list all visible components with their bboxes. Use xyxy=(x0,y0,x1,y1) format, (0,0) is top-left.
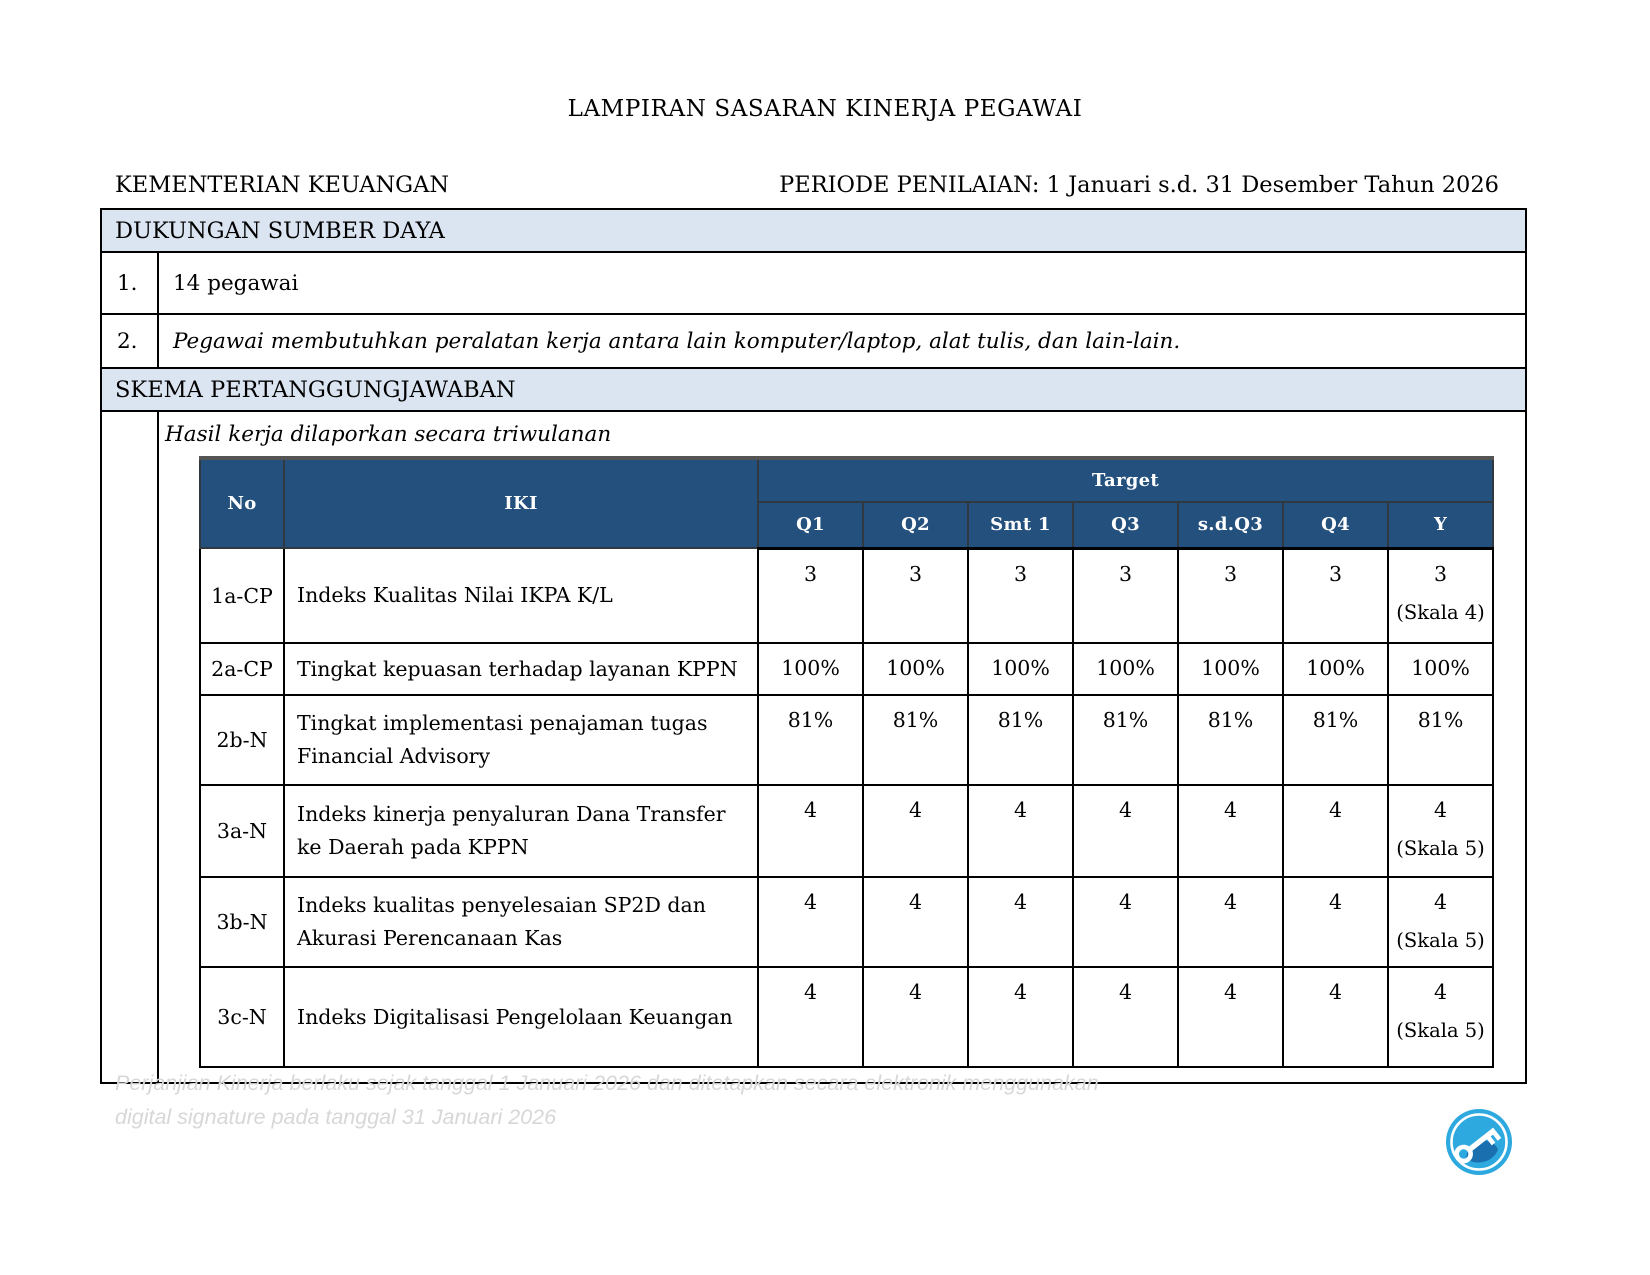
target-value-cell xyxy=(968,548,1073,643)
section-header-skema-pertanggungjawaban: SKEMA PERTANGGUNGJAWABAN xyxy=(102,367,1525,410)
target-value-cell xyxy=(1178,967,1283,1067)
target-value-cell xyxy=(758,695,863,785)
column-header-q3: Q3 xyxy=(1073,502,1178,548)
target-value-cell xyxy=(1283,877,1388,967)
target-value: 3 xyxy=(1118,561,1133,586)
column-header-iki: IKI xyxy=(284,458,758,548)
iki-table-row xyxy=(200,967,1493,1067)
target-value-cell xyxy=(1073,967,1178,1067)
resource-text: 14 pegawai xyxy=(173,270,299,296)
scale-note: (Skala 4) xyxy=(1396,600,1485,624)
iki-description-cell: Indeks Kualitas Nilai IKPA K/L xyxy=(284,548,758,643)
target-value: 81% xyxy=(1417,708,1464,732)
target-value-cell xyxy=(1178,785,1283,877)
target-value: 3 xyxy=(908,561,923,586)
target-value-cell xyxy=(863,643,968,695)
target-value: 4 xyxy=(1013,890,1028,914)
target-value: 100% xyxy=(1096,656,1155,680)
left-strip-cell xyxy=(102,412,159,1082)
target-value-cell xyxy=(758,877,863,967)
target-value-cell xyxy=(968,877,1073,967)
page-title: LAMPIRAN SASARAN KINERJA PEGAWAI xyxy=(567,96,1083,122)
target-value-cell xyxy=(1388,548,1493,643)
column-header-target: Target xyxy=(758,458,1493,502)
target-value-cell xyxy=(758,548,863,643)
target-value: 3 xyxy=(803,561,818,586)
target-value-cell xyxy=(863,785,968,877)
scale-note: (Skala 5) xyxy=(1396,1019,1485,1042)
target-value-cell xyxy=(863,877,968,967)
target-value: 100% xyxy=(886,656,945,680)
target-value-cell xyxy=(758,643,863,695)
assessment-period-heading: PERIODE PENILAIAN: 1 Januari s.d. 31 Desember Tahun 2026 xyxy=(779,172,1499,198)
target-value: 4 xyxy=(908,980,923,1004)
target-value-cell xyxy=(1388,877,1493,967)
target-value-cell xyxy=(968,695,1073,785)
table-header-row-1 xyxy=(200,458,1493,502)
target-value: 4 xyxy=(1013,980,1028,1004)
target-value-cell xyxy=(968,643,1073,695)
target-value: 4 xyxy=(1434,798,1448,822)
target-value: 4 xyxy=(1118,890,1133,914)
target-value: 3 xyxy=(1013,561,1028,586)
target-value: 81% xyxy=(1312,708,1359,732)
ministry-heading: KEMENTERIAN KEUANGAN xyxy=(115,172,450,198)
resource-row-2 xyxy=(102,313,1525,367)
target-value: 3 xyxy=(1223,561,1238,586)
column-header-q1: Q1 xyxy=(758,502,863,548)
target-value-cell xyxy=(1388,643,1493,695)
target-value-cell xyxy=(1178,643,1283,695)
target-value: 81% xyxy=(787,708,834,732)
target-value: 100% xyxy=(1201,656,1260,680)
row-number: 1. xyxy=(102,253,159,313)
target-value: 4 xyxy=(803,890,818,914)
iki-table-row xyxy=(200,643,1493,695)
target-value: 4 xyxy=(1223,890,1238,914)
target-value-cell xyxy=(863,548,968,643)
section-header-dukungan-sumber-daya: DUKUNGAN SUMBER DAYA xyxy=(102,210,1525,251)
target-value-cell xyxy=(1388,785,1493,877)
target-value: 4 xyxy=(1434,980,1448,1004)
target-value-cell xyxy=(1178,548,1283,643)
target-value: 4 xyxy=(1223,980,1238,1004)
target-value-cell xyxy=(1388,967,1493,1067)
iki-description-cell: Indeks kinerja penyaluran Dana Transfer ke Daerah pada KPPN xyxy=(284,785,758,877)
target-value: 4 xyxy=(803,798,818,822)
iki-description-cell: Tingkat kepuasan terhadap layanan KPPN xyxy=(284,643,758,695)
validity-footnote xyxy=(115,1066,1165,1134)
target-value: 4 xyxy=(1118,980,1133,1004)
target-value: 4 xyxy=(908,890,923,914)
target-value: 4 xyxy=(1328,890,1343,914)
skema-body xyxy=(102,410,1525,1082)
resource-text: Pegawai membutuhkan peralatan kerja antara lain komputer/laptop, alat tulis, dan lain-lain. xyxy=(173,328,1181,354)
iki-table-row xyxy=(200,695,1493,785)
target-value-cell xyxy=(1283,967,1388,1067)
iki-code-cell: 2b-N xyxy=(200,695,284,785)
target-value: 4 xyxy=(1013,798,1028,822)
target-value-cell xyxy=(1283,785,1388,877)
iki-table-row xyxy=(200,548,1493,643)
column-header-s-d-q3: s.d.Q3 xyxy=(1178,502,1283,548)
target-value-cell xyxy=(1073,877,1178,967)
target-value-cell xyxy=(1388,695,1493,785)
column-header-y: Y xyxy=(1388,502,1493,548)
treasury-key-logo xyxy=(1443,1106,1515,1178)
target-value-cell xyxy=(968,967,1073,1067)
outer-table xyxy=(100,208,1527,1084)
target-value-cell xyxy=(1073,548,1178,643)
target-value: 81% xyxy=(1207,708,1254,732)
target-value: 4 xyxy=(803,980,818,1004)
iki-description-cell: Tingkat implementasi penajaman tugas Financial Advisory xyxy=(284,695,758,785)
target-value: 100% xyxy=(1411,656,1470,680)
key-icon xyxy=(1443,1106,1515,1178)
iki-target-table xyxy=(199,456,1494,1068)
target-value-cell xyxy=(1178,877,1283,967)
target-value: 4 xyxy=(1328,980,1343,1004)
target-value-cell xyxy=(758,785,863,877)
target-value-cell xyxy=(1073,695,1178,785)
column-header-q2: Q2 xyxy=(863,502,968,548)
iki-description-cell: Indeks Digitalisasi Pengelolaan Keuangan xyxy=(284,967,758,1067)
iki-code-cell: 3c-N xyxy=(200,967,284,1067)
skema-content xyxy=(159,412,1525,1082)
resource-row-1 xyxy=(102,251,1525,313)
iki-code-cell: 3a-N xyxy=(200,785,284,877)
target-value: 81% xyxy=(997,708,1044,732)
meta-row xyxy=(115,172,1499,198)
target-value: 4 xyxy=(1328,798,1343,822)
scale-note: (Skala 5) xyxy=(1396,929,1485,952)
iki-table-row xyxy=(200,877,1493,967)
target-value-cell xyxy=(863,967,968,1067)
row-number: 2. xyxy=(102,315,159,367)
target-value-cell xyxy=(1073,643,1178,695)
reporting-note: Hasil kerja dilaporkan secara triwulanan xyxy=(165,422,612,447)
iki-code-cell: 3b-N xyxy=(200,877,284,967)
iki-code-cell: 1a-CP xyxy=(200,548,284,643)
target-value-cell xyxy=(1283,643,1388,695)
target-value: 81% xyxy=(1102,708,1149,732)
footnote-line-2: digital signature pada tanggal 31 Januari 2026 xyxy=(115,1105,557,1129)
target-value-cell xyxy=(1073,785,1178,877)
target-value: 100% xyxy=(1306,656,1365,680)
iki-description-cell: Indeks kualitas penyelesaian SP2D dan Akurasi Perencanaan Kas xyxy=(284,877,758,967)
target-value: 4 xyxy=(1118,798,1133,822)
target-value: 81% xyxy=(892,708,939,732)
target-value-cell xyxy=(863,695,968,785)
iki-table-row xyxy=(200,785,1493,877)
iki-code-cell: 2a-CP xyxy=(200,643,284,695)
target-value-cell xyxy=(1283,695,1388,785)
column-header-no: No xyxy=(200,458,284,548)
target-value: 4 xyxy=(908,798,923,822)
target-value-cell xyxy=(758,967,863,1067)
target-value: 100% xyxy=(991,656,1050,680)
target-value-cell xyxy=(1283,548,1388,643)
target-value-cell xyxy=(1178,695,1283,785)
target-value: 4 xyxy=(1223,798,1238,822)
target-value: 4 xyxy=(1434,890,1448,914)
target-value: 3 xyxy=(1328,561,1343,586)
footnote-line-1: Perjanjian Kinerja berlaku sejak tanggal 1 Januari 2026 dan ditetapkan secara elektronik menggunakan xyxy=(115,1071,1099,1095)
target-value-cell xyxy=(968,785,1073,877)
target-value: 100% xyxy=(781,656,840,680)
column-header-q4: Q4 xyxy=(1283,502,1388,548)
column-header-smt-1: Smt 1 xyxy=(968,502,1073,548)
scale-note: (Skala 5) xyxy=(1396,837,1485,860)
target-value: 3 xyxy=(1434,561,1448,586)
